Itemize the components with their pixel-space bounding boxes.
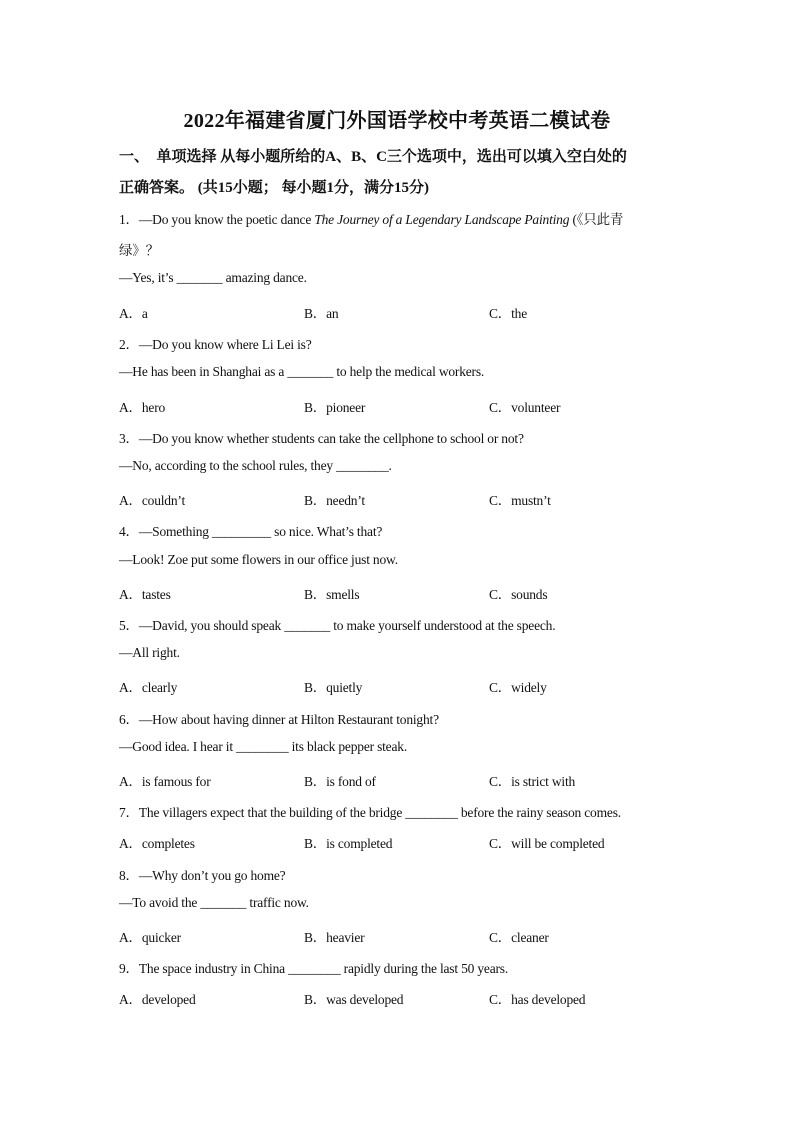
- question-6-response: —Good idea. I hear it ________ its black pepper steak.: [119, 739, 407, 754]
- question-1-response: —Yes, it’s _______ amazing dance.: [119, 270, 307, 285]
- page-title: 2022年福建省厦门外国语学校中考英语二模试卷: [183, 110, 611, 132]
- question-3-option-c: C．mustn’t: [489, 493, 551, 508]
- section-instruction-line-2: 正确答案。 (共15小题； 每小题1分，满分15分): [119, 180, 429, 196]
- question-4-option-c: C．sounds: [489, 587, 548, 602]
- question-9-option-c: C．has developed: [489, 992, 586, 1007]
- question-2-option-a: A．hero: [119, 400, 166, 415]
- question-5-option-b: B．quietly: [304, 680, 363, 695]
- question-5-option-a: A．clearly: [119, 680, 178, 695]
- question-2-prompt: 2．—Do you know where Li Lei is?: [119, 337, 312, 352]
- question-3-option-b: B．needn’t: [304, 493, 365, 508]
- question-8-option-b: B．heavier: [304, 930, 365, 945]
- question-9-prompt: 9．The space industry in China ________ rapidly during the last 50 years.: [119, 961, 509, 976]
- question-6-option-c: C．is strict with: [489, 774, 576, 789]
- question-9-option-a: A．developed: [119, 992, 196, 1007]
- question-5-response: —All right.: [119, 645, 180, 660]
- question-1-option-c: C．the: [489, 306, 527, 321]
- question-6-option-a: A．is famous for: [119, 774, 211, 789]
- question-5-prompt: 5．—David, you should speak _______ to make yourself understood at the speech.: [119, 618, 556, 633]
- question-7-option-c: C．will be completed: [489, 836, 605, 851]
- question-2-option-c: C．volunteer: [489, 400, 561, 415]
- question-2-response: —He has been in Shanghai as a _______ to help the medical workers.: [119, 364, 485, 379]
- question-1-prompt-cont: 绿》？: [119, 243, 159, 258]
- question-4-prompt: 4．—Something _________ so nice. What’s that?: [119, 524, 383, 539]
- section-instruction-line-1: 一、 单项选择 从每小题所给的A、B、C三个选项中，选出可以填入空白处的: [119, 149, 627, 165]
- question-6-option-b: B．is fond of: [304, 774, 376, 789]
- question-8-prompt: 8．—Why don’t you go home?: [119, 868, 286, 883]
- question-1-italic-title: The Journey of a Legendary Landscape Painting: [314, 212, 570, 227]
- question-8-response: —To avoid the _______ traffic now.: [119, 895, 309, 910]
- question-9-option-b: B．was developed: [304, 992, 404, 1007]
- question-3-option-a: A．couldn’t: [119, 493, 185, 508]
- question-1-option-a: A．a: [119, 306, 148, 321]
- question-4-response: —Look! Zoe put some flowers in our office just now.: [119, 552, 398, 567]
- question-7-prompt: 7．The villagers expect that the building of the bridge ________ before the rainy season comes.: [119, 805, 621, 820]
- question-2-option-b: B．pioneer: [304, 400, 366, 415]
- question-8-option-a: A．quicker: [119, 930, 181, 945]
- question-6-prompt: 6．—How about having dinner at Hilton Restaurant tonight?: [119, 712, 439, 727]
- question-8-option-c: C．cleaner: [489, 930, 549, 945]
- question-3-prompt: 3．—Do you know whether students can take the cellphone to school or not?: [119, 431, 524, 446]
- question-5-option-c: C．widely: [489, 680, 547, 695]
- question-4-option-a: A．tastes: [119, 587, 171, 602]
- question-3-response: —No, according to the school rules, they ________.: [119, 458, 392, 473]
- question-7-option-b: B．is completed: [304, 836, 393, 851]
- question-4-option-b: B．smells: [304, 587, 360, 602]
- question-1-option-b: B．an: [304, 306, 339, 321]
- question-7-option-a: A．completes: [119, 836, 195, 851]
- question-1-prompt: 1．—Do you know the poetic dance The Journey of a Legendary Landscape Painting (《只此青: [119, 212, 624, 227]
